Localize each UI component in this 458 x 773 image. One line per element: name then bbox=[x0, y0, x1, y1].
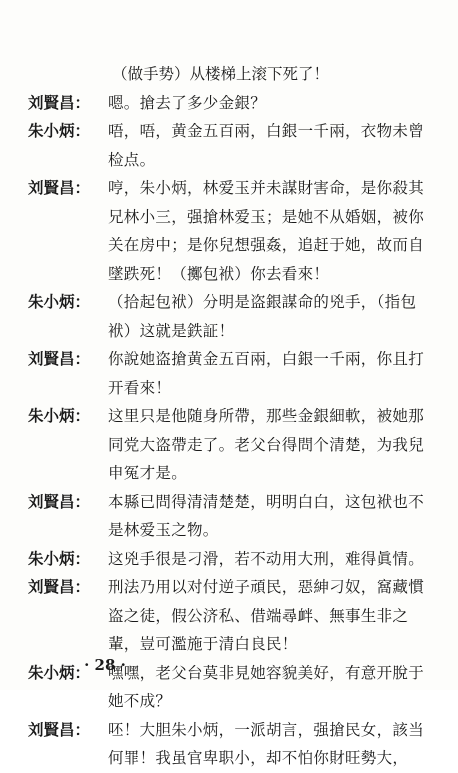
dialogue-line bbox=[28, 716, 438, 773]
speech-text: 你說她盗搶黄金五百兩，白銀一千兩，你且打开看來！ bbox=[108, 350, 425, 397]
speaker-name: 朱小炳： bbox=[28, 406, 91, 425]
dialogue-line bbox=[28, 89, 438, 118]
dialogue-line bbox=[28, 402, 438, 488]
speaker-name: 刘賢昌： bbox=[28, 719, 91, 739]
dialogue-line bbox=[28, 573, 438, 659]
speech-text: 本縣已問得清清楚楚，明明白白，这包袱也不是林爱玉之物。 bbox=[108, 492, 425, 539]
speech-text: 哼，朱小炳，林爱玉并未謀財害命，是你殺其兄林小三，强搶林爱玉；是她不从婚姻，被你关在房中；是你兒想强姦，追赶于她，故而自墜跌死！（擲包袱）你去看來！ bbox=[108, 179, 425, 283]
dialogue-line bbox=[28, 288, 438, 345]
dialogue-line bbox=[28, 174, 438, 288]
speaker-name: 朱小炳： bbox=[28, 548, 91, 568]
dialogue-line bbox=[28, 345, 438, 402]
page-number: · 28 · bbox=[84, 656, 126, 674]
speech-text: 唔，唔，黄金五百兩，白銀一千兩，衣物未曾检点。 bbox=[108, 122, 425, 169]
speaker-name: 刘賢昌： bbox=[28, 491, 91, 511]
speech-text: 刑法乃用以对付逆子頑民，惡紳刁奴，窩藏慣盗之徒，假公济私、借端尋衅、無事生非之輩，豈可濫施于清白良民！ bbox=[108, 578, 425, 653]
speaker-name: 朱小炳： bbox=[28, 292, 91, 311]
speech-text: 这兇手很是刁滑，若不动用大刑，难得眞情。 bbox=[108, 549, 425, 568]
dialogue-line bbox=[28, 545, 438, 574]
speech-text: 这里只是他随身所帶，那些金銀細軟，被她那同党大盗帶走了。老父台得問个清楚，为我兒申冤才是。 bbox=[108, 407, 425, 482]
stage-direction: （做手势）从楼梯上滚下死了！ bbox=[112, 65, 330, 83]
speaker-name: 刘賢昌： bbox=[28, 349, 91, 368]
speech-text: 呸！大胆朱小炳，一派胡言，强搶民女，該当何罪！我虽官卑职小，却不怕你財旺勢大， bbox=[108, 720, 425, 767]
speaker-name: 刘賢昌： bbox=[28, 577, 91, 596]
dialogue-line bbox=[28, 117, 438, 174]
speech-text: 嘿嘿，老父台莫非見她容貌美好，有意开脫于她不成？ bbox=[108, 663, 425, 710]
speaker-name: 刘賢昌： bbox=[28, 178, 91, 197]
speaker-name: 刘賢昌： bbox=[28, 92, 91, 112]
speech-text: 嗯。搶去了多少金銀？ bbox=[108, 93, 267, 112]
speaker-name: 朱小炳： bbox=[28, 121, 91, 140]
speech-text: （拾起包袱）分明是盗銀謀命的兇手，（指包袱）这就是鉄証！ bbox=[108, 293, 417, 340]
dialogue-line bbox=[28, 488, 438, 545]
speaker-name: 朱小炳： bbox=[28, 662, 91, 682]
